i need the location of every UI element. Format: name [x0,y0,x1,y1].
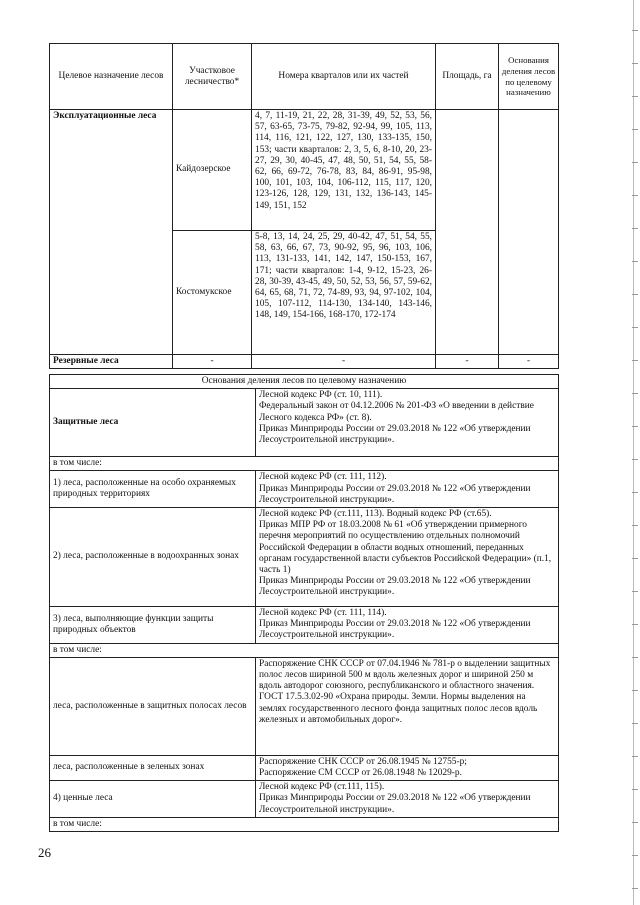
basis-section-title-row [50,375,559,389]
forest-category-label: леса, расположенные в защитных полосах лесов [50,657,256,755]
basis-row [50,607,559,644]
margin-tick [632,129,638,130]
forest-category-label: 2) леса, расположенные в водоохранных зонах [50,508,256,607]
forest-category-label: леса, расположенные в зеленых зонах [50,755,256,780]
header-purpose: Целевое назначение лесов [50,44,173,110]
reserve-row [50,355,559,369]
basis-rows [50,389,559,832]
margin-tick [632,327,638,328]
legal-basis-line: Лесной кодекс РФ (ст. 10, 111). [259,390,383,401]
margin-tick [632,63,638,64]
reserve-label: Резервные леса [50,355,173,369]
basis-row [50,457,559,471]
reserve-quarters: - [252,355,436,369]
margin-tick [632,723,638,724]
quarters-kostomukskoe: 5-8, 13, 14, 24, 25, 29, 40-42, 47, 51, 54, 55, 58, 63, 66, 67, 73, 90-92, 95, 96, 103, 106, 113, 131-133, 141, 142, 147, 150-153, 167, 171; части кварталов: 1-4, 9-12, 15-23, 26-28, 30-39, 43-45, 49, 50, 52, 53, 56, 57, 59-62, 64, 65, 68, 71, 72, 74-89, 93, 94, 97-102, 104, 105, 107-112, 114-130, 134-140, 143-146, 148, 149, 154-166, 168-170, 172-174 [252,231,436,355]
header-district: Участковое лесничество* [173,44,252,110]
exploitation-basis [499,110,559,355]
basis-row [50,781,559,818]
margin-tick [632,261,638,262]
basis-row [50,817,559,831]
basis-row [50,471,559,508]
basis-row [50,508,559,607]
margin-tick [632,822,638,823]
table-header-row [50,44,559,110]
margin-tick [632,558,638,559]
basis-section-title: Основания деления лесов по целевому назначению [50,375,559,389]
basis-row [50,755,559,780]
in-that-number-label: в том числе: [50,643,559,657]
scan-edge-line [633,0,634,905]
legal-basis-line: Приказ Минприроды России от 29.03.2018 № 122 «Об утверждении Лесоустроительной инструкции». [259,576,531,598]
legal-basis-line: Приказ Минприроды России от 29.03.2018 № 122 «Об утверждении Лесоустроительной инструкции». [259,423,531,446]
forest-purpose-table [49,43,559,369]
margin-tick [632,228,638,229]
margin-tick [632,426,638,427]
reserve-district: - [173,355,252,369]
header-area: Площадь, га [436,44,499,110]
page-number: 26 [38,845,51,860]
legal-basis-line: Распоряжение СНК СССР от 07.04.1946 № 781-р о выделении защитных полос лесов шириной 500 м вдоль железных дорог и шириной 250 м вдоль автодорог союзного, республиканского и областного значения. [259,658,551,692]
reserve-basis: - [499,355,559,369]
margin-tick [632,492,638,493]
legal-basis-line: Распоряжение СНК СССР от 26.08.1945 № 12755-р; [259,756,467,767]
margin-tick [632,789,638,790]
legal-basis-line: Приказ МПР РФ от 18.03.2008 № 61 «Об утверждении примерного перечня мероприятий по осуществлению отдельных полномочий Российской Федерации в области водных отношений, переданных органам государственной власти субъектов Российской Федерации» (п.1, часть 1) [259,520,552,576]
margin-tick [632,96,638,97]
margin-tick [632,888,638,889]
legal-basis-line: Лесной кодекс РФ (ст.111, 115). [259,782,385,793]
legal-basis-cell [256,389,559,457]
legal-basis-cell [256,508,559,607]
basis-table [49,374,559,832]
legal-basis-cell [256,471,559,508]
exploitation-area [436,110,499,355]
legal-basis-line: Приказ Минприроды России от 29.03.2018 № 122 «Об утверждении Лесоустроительной инструкции». [259,793,531,815]
margin-tick [632,855,638,856]
basis-row [50,643,559,657]
forest-category-label: Защитные леса [50,389,256,457]
header-basis: Основания деления лесов по целевому назначению [499,44,559,110]
forest-category-label: 4) ценные леса [50,781,256,818]
legal-basis-line: ГОСТ 17.5.3.02-90 «Охрана природы. Земли. Нормы выделения на землях государственного лесного фонда защитных полос лесов вдоль железных и автомобильных дорог». [259,692,538,725]
in-that-number-label: в том числе: [50,817,559,831]
legal-basis-line: Распоряжение СМ СССР от 26.08.1948 № 12029-р. [259,768,462,779]
margin-tick [632,591,638,592]
district-kostomukskoe: Костомукское [173,231,252,355]
header-quarters: Номера кварталов или их частей [252,44,436,110]
legal-basis-cell [256,755,559,780]
forest-category-label: 3) леса, выполняющие функции защиты природных объектов [50,607,256,644]
legal-basis-line: Лесной кодекс РФ (ст. 111, 112). [259,472,387,483]
margin-tick [632,294,638,295]
quarters-kaidozerskoe: 4, 7, 11-19, 21, 22, 28, 31-39, 49, 52, 53, 56, 57, 63-65, 73-75, 79-82, 92-94, 99, 105, 113, 114, 116, 121, 122, 127, 130, 133-135, 150, 153; части кварталов: 2, 3, 5, 6, 8-10, 20, 23-27, 29, 30, 40-45, 47, 48, 50, 51, 54, 55, 58-62, 66, 69-72, 76-78, 83, 84, 86-91, 95-98, 100, 101, 103, 104, 106-112, 115, 117, 120, 123-126, 128, 129, 131, 132, 136-143, 145-149, 151, 152 [252,110,436,231]
basis-row [50,657,559,755]
exploitation-label: Эксплуатационные леса [50,110,173,355]
basis-row [50,389,559,457]
legal-basis-cell [256,607,559,644]
exploitation-row-1 [50,110,559,231]
in-that-number-label: в том числе: [50,457,559,471]
legal-basis-line: Лесной кодекс РФ (ст. 111, 114). [259,608,387,619]
margin-tick [632,756,638,757]
district-kaidozerskoe: Кайдозерское [173,110,252,231]
reserve-area: - [436,355,499,369]
margin-tick [632,690,638,691]
margin-tick [632,624,638,625]
margin-tick [632,393,638,394]
margin-tick [632,195,638,196]
legal-basis-cell [256,781,559,818]
legal-basis-line: Приказ Минприроды России от 29.03.2018 № 122 «Об утверждении Лесоустроительной инструкции». [259,619,531,641]
margin-tick [632,525,638,526]
legal-basis-line: Приказ Минприроды России от 29.03.2018 № 122 «Об утверждении Лесоустроительной инструкции». [259,483,531,505]
margin-tick [632,30,638,31]
margin-tick [632,360,638,361]
forest-category-label: 1) леса, расположенные на особо охраняемых природных территориях [50,471,256,508]
margin-tick [632,459,638,460]
legal-basis-line: Федеральный закон от 04.12.2006 № 201-ФЗ «О введении в действие Лесного кодекса РФ» (ст. 8). [259,401,534,423]
legal-basis-line: Лесной кодекс РФ (ст.111, 113). Водный кодекс РФ (ст.65). [259,509,492,520]
margin-tick [632,162,638,163]
legal-basis-cell [256,657,559,755]
margin-tick [632,657,638,658]
